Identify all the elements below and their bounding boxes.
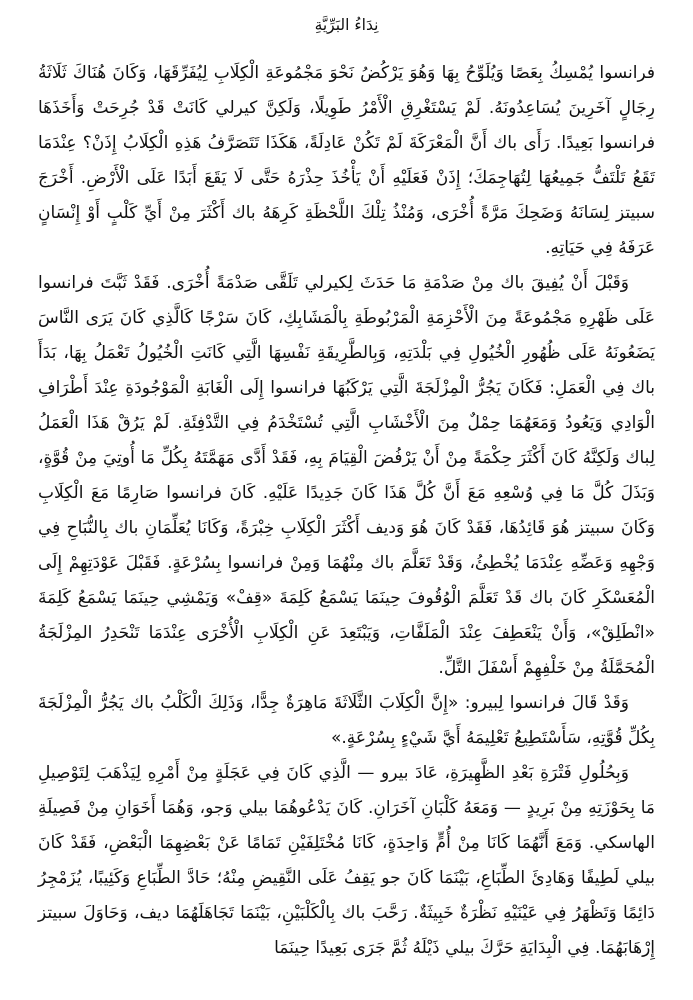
page-body xyxy=(38,56,655,966)
paragraph: وَقَبْلَ أَنْ يُفِيقَ باك مِنْ صَدْمَةِ مَا حَدَثَ لِكيرلي تَلَقَّى صَدْمَةً أُخْرَى. فَقَدْ ثَبَّتَ فرانسوا عَلَى ظَهْرِهِ مَجْمُوعَةً مِنَ الْأَحْزِمَةِ الْمَرْبُوطَةِ بِالْمَشَابِكِ، كَانَ سَرْجًا كَالَّذِي كَانَ يَرَى النَّاسَ يَضَعُونَهُ عَلَى ظُهُورِ الْخُيُولِ فِي بَلْدَتِهِ، وَبِالطَّرِيقَةِ نَفْسِهَا الَّتِي كَانَتِ الْخُيُولُ تَعْمَلُ بِهَا، بَدَأَ باك فِي الْعَمَلِ: فَكَانَ يَجُرُّ الْمِزْلَجَةَ الَّتِي يَرْكَبُهَا فرانسوا إِلَى الْغَابَةِ الْمَوْجُودَةِ عِنْدَ أَطْرَافِ الْوَادِي وَيَعُودُ وَمَعَهُمَا حِمْلٌ مِنَ الْأَخْشَابِ الَّتِي تُسْتَخْدَمُ فِي التَّدْفِئَةِ. لَمْ يَرُقْ هَذَا الْعَمَلُ لِباك وَلَكِنَّهُ كَانَ أَكْثَرَ حِكْمَةً مِنْ أَنْ يَرْفُضَ الْقِيَامَ بِهِ، فَقَدْ أَدَّى مَهَمَّتَهُ بِكُلِّ مَا أُوتِيَ مِنْ قُوَّةٍ، وَبَذَلَ كُلَّ مَا فِي وُسْعِهِ مَعَ أَنَّ كُلَّ هَذَا كَانَ جَدِيدًا عَلَيْهِ. كَانَ فرانسوا صَارِمًا مَعَ الْكِلَابِ وَكَانَ سبيتز هُوَ قَائِدُهَا، فَقَدْ كَانَ هُوَ وَديف أَكْثَرَ الْكِلَابِ خِبْرَةً، وَكَانَا يُعَلِّمَانِ باك بِالنُّبَاحِ فِي وَجْهِهِ وَعَضِّهِ عِنْدَمَا يُخْطِئُ، وَقَدْ تَعَلَّمَ باك مِنْهُمَا وَمِنْ فرانسوا بِسُرْعَةٍ. فَقَبْلَ عَوْدَتِهِمْ إِلَى الْمُعَسْكَرِ كَانَ باك قَدْ تَعَلَّمَ الْوُقُوفَ حِينَمَا يَسْمَعُ كَلِمَةَ «قِفْ» وَيَمْشِي حِينَمَا يَسْمَعُ كَلِمَةَ «انْطَلِقْ»، وَأَنْ يَنْعَطِفَ عِنْدَ الْمَلَفَّاتِ، وَيَبْتَعِدَ عَنِ الْكِلَابِ الْأُخْرَى عِنْدَمَا تَنْحَدِرُ المِزْلَجَةُ الْمُحَمَّلَةُ مِنْ خَلْفِهِمْ أَسْفَلَ التَّلِّ. xyxy=(38,273,655,678)
paragraph: وَبِحُلُولِ فَتْرَةِ بَعْدِ الظَّهِيرَةِ، عَادَ بيرو — الَّذِي كَانَ فِي عَجَلَةٍ مِنْ أَمْرِهِ لِيَذْهَبَ لِتَوْصِيلِ مَا بِحَوْزَتِهِ مِنْ بَرِيدٍ — وَمَعَهُ كَلْبَانِ آخَرَانِ. كَانَ يَدْعُوهُمَا بيلي وَجو، وَهُمَا أَخَوَانِ مِنْ فَصِيلَةِ الهاسكي. وَمَعَ أَنَّهُمَا كَانَا مِنْ أُمٍّ وَاحِدَةٍ، كَانَا مُخْتَلِفَيْنِ تَمَامًا عَنْ بَعْضِهِمَا الْبَعْضِ، فَقَدْ كَانَ بيلي لَطِيفًا وَهَادِئَ الطِّبَاعِ، بَيْنَمَا كَانَ جو يَقِفُ عَلَى النَّقِيضِ مِنْهُ؛ حَادَّ الطِّبَاعِ وَكَئِيبًا، يُزَمْجِرُ دَائِمًا وَتَظْهَرُ فِي عَيْنَيْهِ نَظْرَةٌ خَبِيثَةٌ. رَحَّبَ باك بِالْكَلْبَيْنِ، بَيْنَمَا تَجَاهَلَهُمَا ديف، وَحَاوَلَ سبيتز إِرْهَابَهُمَا. فِي الْبِدَايَةِ حَرَّكَ بيلي ذَيْلَهُ ثُمَّ جَرَى بَعِيدًا حِينَمَا xyxy=(38,763,655,958)
paragraph: وَقَدْ قَالَ فرانسوا لِبيرو: «إِنَّ الْكِلَابَ الثَّلَاثَةَ مَاهِرَةٌ جِدًّا، وَذَلِكَ الْكَلْبُ باك يَجُرُّ الْمِزْلَجَةَ بِكُلِّ قُوَّتِهِ، سَأَسْتَطِيعُ تَعْلِيمَهُ أَيَّ شَيْءٍ بِسُرْعَةٍ.» xyxy=(38,693,655,748)
page-title: نِدَاءُ البَرِّيَّةِ xyxy=(314,16,379,34)
paragraph: فرانسوا يُمْسِكُ بِعَصًا وَيُلَوِّحُ بِهَا وَهُوَ يَرْكُضُ نَحْوَ مَجْمُوعَةِ الْكِلَابِ لِيُفَرِّقَهَا، وَكَانَ هُنَاكَ ثَلَاثَةُ رِجَالٍ آخَرِينَ يُسَاعِدُونَهُ. لَمْ يَسْتَغْرِقِ الْأَمْرُ طَوِيلًا، وَلَكِنَّ كيرلي كَانَتْ قَدْ جُرِحَتْ وَأَخَذَهَا فرانسوا بَعِيدًا. رَأَى باك أَنَّ الْمَعْرَكَةَ لَمْ تَكُنْ عَادِلَةً، هَكَذَا تَتَصَرَّفُ هَذِهِ الْكِلَابُ إِذَنْ؟ عِنْدَمَا تَقَعُ تَلْتَفُّ جَمِيعُهَا لِتُهَاجِمَكَ؛ إِذَنْ فَعَلَيْهِ أَنْ يَأْخُذَ حِذْرَهُ حَتَّى لَا يَقَعَ أَبَدًا عَلَى الْأَرْضِ. أَخْرَجَ سبيتز لِسَانَهُ وَضَحِكَ مَرَّةً أُخْرَى، وَمُنْذُ تِلْكَ اللَّحْظَةِ كَرِهَهُ باك أَكْثَرَ مِنْ أَيِّ كَلْبٍ أَوْ إِنْسَانٍ عَرَفَهُ فِي حَيَاتِهِ. xyxy=(38,63,655,258)
